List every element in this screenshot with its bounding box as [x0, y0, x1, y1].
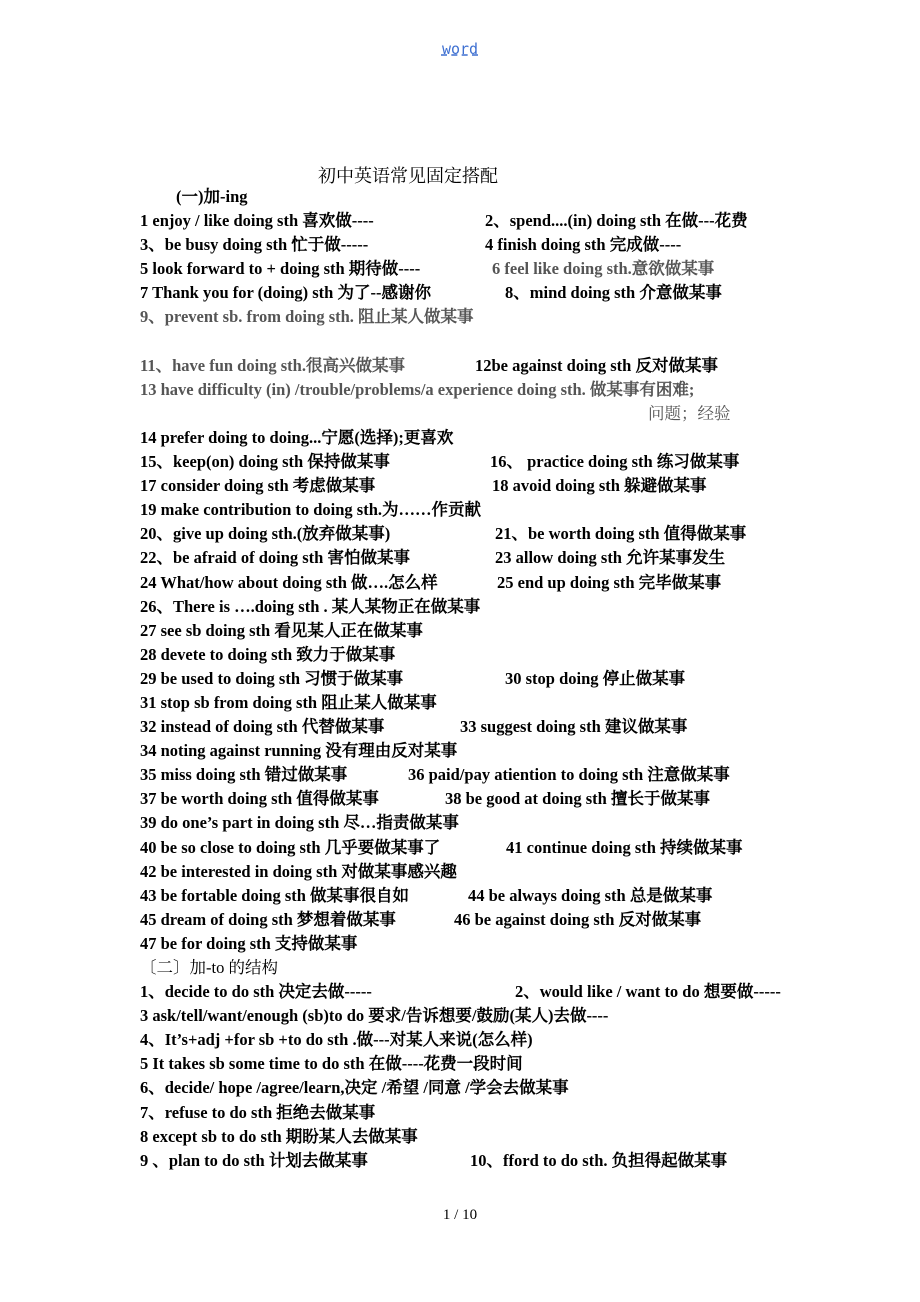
document-body — [140, 185, 820, 1173]
list-item — [140, 1004, 820, 1028]
entry-42: 42 be interested in doing sth 对做某事感兴趣 — [140, 861, 457, 881]
list-item — [140, 1101, 820, 1125]
entry-33: 33 suggest doing sth 建议做某事 — [460, 717, 688, 737]
list-item — [140, 257, 820, 281]
entry-37: 37 be worth doing sth 值得做某事 — [140, 789, 379, 809]
page-title: 初中英语常见固定搭配 — [318, 166, 498, 186]
section-heading-ing: (一)加-ing — [176, 187, 248, 206]
entry-4: 4 finish doing sth 完成做---- — [485, 235, 682, 255]
list-item — [140, 691, 820, 715]
entry-34: 34 noting against running 没有理由反对某事 — [140, 741, 458, 761]
entry-25: 25 end up doing sth 完毕做某事 — [497, 572, 722, 592]
entry-41: 41 continue doing sth 持续做某事 — [506, 837, 743, 857]
entry-30: 30 stop doing 停止做某事 — [505, 668, 686, 688]
list-item — [140, 546, 820, 570]
to-entry-1: 1、decide to do sth 决定去做----- — [140, 982, 372, 1002]
entry-45: 45 dream of doing sth 梦想着做某事 — [140, 909, 396, 929]
list-item — [140, 1028, 820, 1052]
entry-27: 27 see sb doing sth 看见某人正在做某事 — [140, 620, 423, 640]
list-item — [140, 787, 820, 811]
list-item — [140, 595, 820, 619]
list-item — [140, 980, 820, 1004]
entry-3: 3、be busy doing sth 忙于做----- — [140, 235, 369, 255]
list-item — [140, 908, 820, 932]
entry-17: 17 consider doing sth 考虑做某事 — [140, 476, 376, 496]
list-item — [140, 619, 820, 643]
page-number: 1 / 10 — [442, 1207, 478, 1223]
entry-23: 23 allow doing sth 允许某事发生 — [495, 548, 726, 568]
to-entry-8: 8 except sb to do sth 期盼某人去做某事 — [140, 1126, 418, 1146]
to-entry-7: 7、refuse to do sth 拒绝去做某事 — [140, 1102, 376, 1122]
list-item — [140, 281, 820, 305]
list-item — [140, 426, 820, 450]
entry-26: 26、There is ….doing sth . 某人某物正在做某事 — [140, 596, 481, 616]
entry-13: 13 have difficulty (in) /trouble/problems/a experience doing sth. 做某事有困难; — [140, 379, 695, 399]
entry-11: 11、have fun doing sth.很高兴做某事 — [140, 355, 405, 375]
list-item — [140, 1076, 820, 1100]
entry-12: 12be against doing sth 反对做某事 — [475, 355, 718, 375]
entry-35: 35 miss doing sth 错过做某事 — [140, 765, 348, 785]
to-entry-10: 10、fford to do sth. 负担得起做某事 — [470, 1150, 728, 1170]
list-item — [140, 884, 820, 908]
entry-8: 8、mind doing sth 介意做某事 — [505, 283, 722, 303]
entry-40: 40 be so close to doing sth 几乎要做某事了 — [140, 837, 441, 857]
entry-6: 6 feel like doing sth.意欲做某事 — [492, 259, 715, 279]
list-item — [140, 233, 820, 257]
entry-18: 18 avoid doing sth 躲避做某事 — [492, 476, 707, 496]
list-item — [140, 474, 820, 498]
entry-20: 20、give up doing sth.(放弃做某事) — [140, 524, 391, 544]
entry-46: 46 be against doing sth 反对做某事 — [454, 909, 702, 929]
list-item — [140, 643, 820, 667]
list-item — [140, 450, 820, 474]
list-item-continued — [140, 402, 820, 426]
list-item — [140, 498, 820, 522]
entry-32: 32 instead of doing sth 代替做某事 — [140, 717, 385, 737]
list-item — [140, 1149, 820, 1173]
list-item — [140, 836, 820, 860]
entry-39: 39 do one’s part in doing sth 尽…指责做某事 — [140, 813, 459, 833]
list-item — [140, 378, 820, 402]
entry-15: 15、keep(on) doing sth 保持做某事 — [140, 452, 390, 472]
entry-22: 22、be afraid of doing sth 害怕做某事 — [140, 548, 410, 568]
list-item — [140, 354, 820, 378]
list-item — [140, 739, 820, 763]
entry-1: 1 enjoy / like doing sth 喜欢做---- — [140, 211, 374, 231]
entry-14: 14 prefer doing to doing...宁愿(选择);更喜欢 — [140, 427, 454, 447]
entry-5: 5 look forward to + doing sth 期待做---- — [140, 259, 421, 279]
to-entry-5: 5 It takes sb some time to do sth 在做----花费一段时间 — [140, 1054, 523, 1074]
section-heading-to-text: 〔二〕加-to 的结构 — [140, 958, 278, 977]
section-heading-to — [140, 956, 820, 980]
spacer — [140, 330, 820, 354]
entry-44: 44 be always doing sth 总是做某事 — [468, 885, 713, 905]
entry-38: 38 be good at doing sth 擅长于做某事 — [445, 789, 710, 809]
entry-28: 28 devete to doing sth 致力于做某事 — [140, 644, 396, 664]
to-entry-3: 3 ask/tell/want/enough (sb)to do 要求/告诉想要/鼓励(某人)去做---- — [140, 1006, 609, 1026]
list-item — [140, 1125, 820, 1149]
entry-47: 47 be for doing sth 支持做某事 — [140, 933, 358, 953]
header-link[interactable]: word — [441, 40, 479, 58]
to-entry-4: 4、It’s+adj +for sb +to do sth .做---对某人来说(怎么样) — [140, 1030, 533, 1050]
list-item — [140, 571, 820, 595]
entry-36: 36 paid/pay atiention to doing sth 注意做某事 — [408, 765, 730, 785]
list-item — [140, 667, 820, 691]
entry-13-continued: 问题；经验 — [648, 403, 731, 423]
to-entry-2: 2、would like / want to do 想要做----- — [515, 982, 781, 1002]
entry-7: 7 Thank you for (doing) sth 为了--感谢你 — [140, 283, 431, 303]
entry-9: 9、prevent sb. from doing sth. 阻止某人做某事 — [140, 307, 474, 327]
entry-29: 29 be used to doing sth 习惯于做某事 — [140, 668, 404, 688]
list-item — [140, 522, 820, 546]
entry-31: 31 stop sb from doing sth 阻止某人做某事 — [140, 692, 437, 712]
list-item — [140, 209, 820, 233]
entry-16: 16、 practice doing sth 练习做某事 — [490, 452, 740, 472]
entry-24: 24 What/how about doing sth 做….怎么样 — [140, 572, 438, 592]
list-item — [140, 715, 820, 739]
entry-43: 43 be fortable doing sth 做某事很自如 — [140, 885, 410, 905]
list-item — [140, 1052, 820, 1076]
entry-2: 2、spend....(in) doing sth 在做---花费 — [485, 211, 748, 231]
list-item — [140, 860, 820, 884]
to-entry-9: 9 、plan to do sth 计划去做某事 — [140, 1150, 368, 1170]
list-item — [140, 932, 820, 956]
list-item — [140, 305, 820, 329]
entry-21: 21、be worth doing sth 值得做某事 — [495, 524, 747, 544]
list-item — [140, 811, 820, 835]
entry-19: 19 make contribution to doing sth.为……作贡献 — [140, 500, 482, 520]
to-entry-6: 6、decide/ hope /agree/learn,决定 /希望 /同意 /学会去做某事 — [140, 1078, 569, 1098]
list-item — [140, 763, 820, 787]
